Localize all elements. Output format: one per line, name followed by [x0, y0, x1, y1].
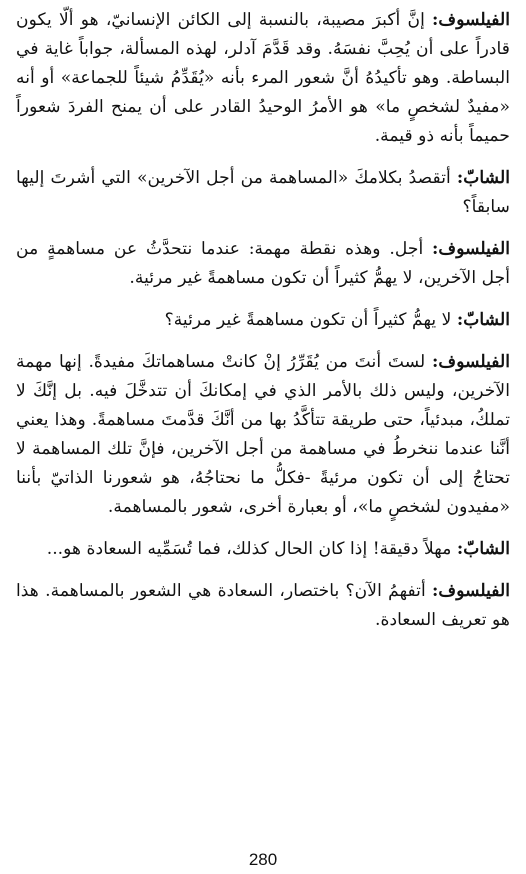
speaker-label: الفيلسوف:: [432, 352, 510, 372]
speaker-label: الفيلسوف:: [432, 10, 511, 30]
dialogue-paragraph-2: [16, 164, 510, 222]
dialogue-paragraph-6: [16, 535, 510, 564]
speaker-label: الشابّ:: [456, 310, 510, 330]
dialogue-paragraph-5: [16, 348, 510, 522]
speaker-label: الشابّ:: [456, 168, 511, 188]
page-number: 280: [248, 850, 278, 869]
speaker-label: الشابّ:: [456, 539, 510, 559]
speaker-label: الفيلسوف:: [432, 581, 510, 601]
dialogue-paragraph-4: [16, 306, 510, 335]
paragraph-text: أجل. وهذه نقطة مهمة: عندما نتحدَّثُ عن مساهمةٍ من أجل الآخرين، لا يهمُّ كثيراً أن تكون مساهمةً غير مرئية.: [16, 239, 510, 288]
paragraph-text: لا يهمُّ كثيراً أن تكون مساهمةً غير مرئية؟: [164, 310, 452, 330]
paragraph-text: لستَ أنتَ من يُقَرِّرُ إنْ كانتْ مساهماتكَ مفيدةً. إنها مهمة الآخرين، وليس ذلك بالأمر الذي في إمكانكَ أن تتدخَّلَ فيه. بل إنَّكَ لا تملكُ، مبدئياً، حتى طريقة تتأكَّدُ بها من أنَّكَ قدَّمتَ مساهمةً. وهذا يعني أنَّنا عندما ننخرطُ في مساهمة من أجل الآخرين، فإنَّ تلك المساهمة لا تحتاجُ إلى أن تكون مرئيةً -فكلُّ ما نحتاجُهُ، هو شعورنا الذاتيّ بأننا «مفيدون لشخصٍ ما»، أو بعبارة أخرى، شعور بالمساهمة.: [16, 352, 510, 517]
paragraph-text: أتفهمُ الآن؟ باختصار، السعادة هي الشعور بالمساهمة. هذا هو تعريف السعادة.: [16, 581, 510, 630]
paragraph-text: إنَّ أكبرَ مصيبة، بالنسبة إلى الكائن الإنسانيّ، هو ألّا يكون قادراً على أن يُحِبَّ نفسَهُ. وقد قَدَّمَ آدلر، لهذه المسألة، جواباً غاية في البساطة. وهو تأكيدُهُ أنَّ شعور المرء بأنه «يُقَدِّمُ شيئاً للجماعة» أو أنه «مفيدٌ لشخصٍ ما» هو الأمرُ الوحيدُ القادر على أن يمنح الفردَ شعوراً حميماً بأنه ذو قيمة.: [16, 10, 510, 146]
dialogue-paragraph-7: [16, 577, 510, 635]
paragraph-text: مهلاً دقيقة! إذا كان الحال كذلك، فما تُسَمِّيه السعادة هو...: [46, 539, 452, 559]
dialogue-paragraph-1: [16, 6, 510, 151]
speaker-label: الفيلسوف:: [432, 239, 510, 259]
book-page: [16, 6, 510, 842]
dialogue-paragraph-3: [16, 235, 510, 293]
paragraph-text: أتقصدُ بكلامكَ «المساهمة من أجل الآخرين» التي أشرتَ إليها سابقاً؟: [16, 168, 510, 217]
